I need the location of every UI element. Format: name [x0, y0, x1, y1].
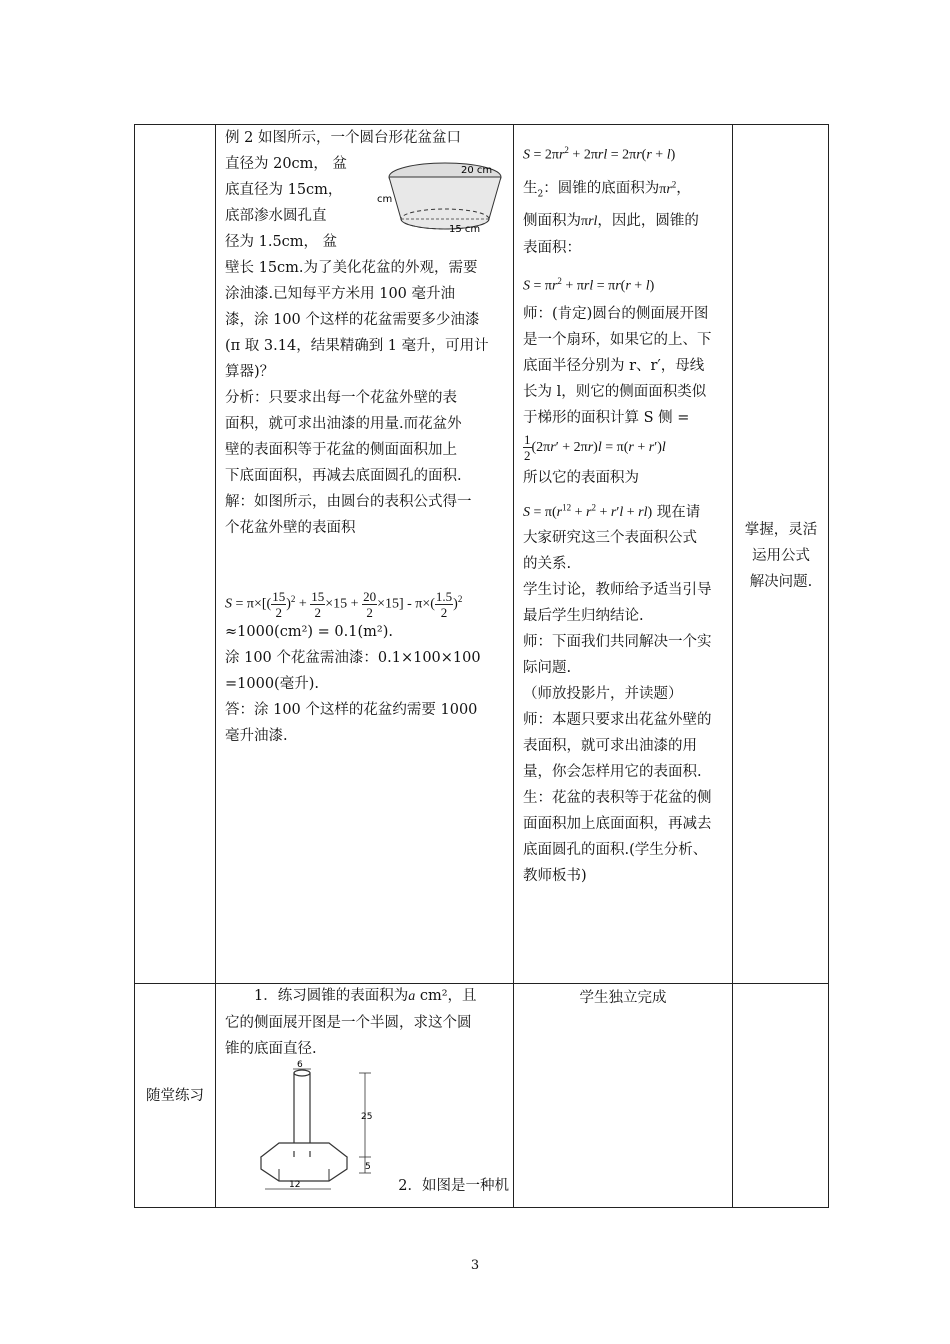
frustum-area-line: $S = \pi(r^{12} + r^2 + r'l + rl)$ 现在请	[523, 502, 701, 521]
teacher-line-4: 长为 l，则它的侧面面积类似	[523, 383, 707, 400]
answer-line-1: 答：涂 100 个这样的花盆约需要 1000	[225, 702, 478, 718]
machine-part-figure	[257, 1061, 387, 1193]
student2-line-text: ：圆锥的底面积为	[543, 180, 660, 197]
teacher-line-1: 师：(肯定)圆台的侧面展开图	[523, 305, 709, 322]
col-divider-2	[513, 125, 514, 1207]
teacher-line-20: 面面积加上底面面积，再减去	[523, 815, 712, 832]
practice-column	[225, 983, 507, 1062]
example-line-5: 径为 1.5cm， 盆	[225, 234, 338, 250]
teacher-line-21: 底面圆孔的面积.(学生分析、	[523, 841, 708, 858]
cone-lateral-line-text: ，因此，圆锥的	[597, 212, 699, 229]
teacher-line-18: 量，你会怎样用它的表面积.	[523, 763, 702, 780]
practice-heading: 随堂练习	[146, 1088, 204, 1104]
goal-line-1: 掌握，灵活	[744, 522, 818, 538]
student-label: 生	[523, 180, 538, 197]
surface-area-formula: S = π×[( $\frac{15}{2}$ )$^2$ + $\frac{15}{2}$ ×15 + $\frac{20}{2}$ ×15] - π×( $\frac{1.5}{2}$ )$^2$	[225, 588, 463, 620]
dim-h2-label: 5	[365, 1162, 371, 1172]
cone-lateral-line: 侧面积为πrl，因此，圆锥的	[523, 212, 699, 229]
page-number: 3	[470, 1258, 480, 1273]
pot-wall	[389, 177, 501, 229]
example-line-2: 直径为 20cm， 盆	[225, 156, 348, 172]
teacher-line-2: 是一个扇环，如果它的上、下	[523, 331, 712, 348]
teacher-line-17: 表面积，就可求出油漆的用	[523, 737, 697, 754]
analysis-line-4: 下底面面积，再减去底面圆孔的面积.	[225, 468, 462, 484]
fig-bottom-label: 15 cm	[449, 224, 481, 235]
teacher-line-11: 学生讨论，教师给予适当引导	[523, 581, 712, 598]
exercise-1-line-2: 它的侧面展开图是一个半圆，求这个圆	[225, 1015, 472, 1031]
teacher-line-14: 际问题.	[523, 659, 572, 676]
student2-line: 生$_2$：圆锥的底面积为$\pi r^2$，	[523, 179, 691, 200]
teacher-line-3: 底面半径分别为 r、r′，母线	[523, 357, 705, 374]
teacher-line-5: 于梯形的面积计算 S 侧 =	[523, 409, 690, 426]
col-divider-1	[215, 125, 216, 1207]
frustum-lateral-formula: $\frac{1}{2}$ (2πr′ + 2πr)l = π(r + r′)l	[524, 431, 666, 463]
teacher-line-19: 生：花盆的表积等于花盆的侧	[523, 789, 712, 806]
cone-area-formula: $S = \pi r^2 + \pi rl = \pi r(r + l)$	[523, 275, 655, 294]
example-line-1: 例 2 如图所示，一个圆台形花盆盆口	[225, 130, 461, 146]
analysis-line-2: 面积，就可求出油漆的用量.而花盆外	[225, 416, 462, 432]
example-line-3: 底直径为 15cm，	[225, 182, 343, 198]
dialogue-column	[523, 135, 733, 889]
shaft-base-joint	[294, 1145, 310, 1155]
teacher-line-22: 教师板书)	[523, 867, 587, 884]
solution-line-1: 解：如图所示，由圆台的表积公式得一	[225, 494, 472, 510]
example-line-7: 涂油漆.已知每平方米用 100 毫升油	[225, 286, 456, 302]
cone-area-label: 表面积：	[523, 239, 581, 256]
teacher-line-8-text: 现在请	[656, 504, 701, 521]
cone-lateral-label: 侧面积为	[523, 212, 581, 229]
exercise-2-line-1: 2．如图是一种机	[398, 1178, 509, 1194]
teacher-line-15: （师放投影片，并读题）	[523, 685, 683, 702]
teacher-line-10: 的关系.	[523, 555, 572, 572]
shaft-top	[294, 1070, 310, 1076]
dim-h1-label: 25	[361, 1112, 373, 1122]
cylinder-area-formula: $S = 2\pi r^2 + 2\pi rl = 2\pi r(r + l)$	[523, 145, 676, 163]
goal-line-3: 解决问题.	[749, 574, 813, 590]
lesson-table	[134, 124, 829, 1208]
goal-line-2: 运用公式	[752, 548, 810, 564]
exercise-1-line-1: 1．练习圆锥的表面积为a cm²，且	[254, 988, 477, 1004]
exercise-1-text-b: cm²，且	[419, 988, 477, 1004]
flower-pot-figure	[377, 157, 508, 237]
exercise-1-line-3: 锥的底面直径.	[225, 1041, 317, 1057]
example-line-4: 底部渗水圆孔直	[225, 208, 327, 224]
teacher-line-13: 师：下面我们共同解决一个实	[523, 633, 712, 650]
result-line-3: =1000(毫升).	[225, 676, 319, 692]
part-shaft	[294, 1073, 310, 1151]
fig-side-label: cm	[377, 194, 393, 205]
dim-top-label: 6	[297, 1060, 303, 1070]
example-line-8: 漆，涂 100 个这样的花盆需要多少油漆	[225, 312, 480, 328]
result-line-2: 涂 100 个花盆需油漆：0.1×100×100	[225, 650, 481, 666]
hex-base-side	[261, 1157, 347, 1181]
teacher-line-12: 最后学生归纳结论.	[523, 607, 644, 624]
answer-line-2: 毫升油漆.	[225, 728, 288, 744]
analysis-line-1: 分析：只要求出每一个花盆外壁的表	[225, 390, 457, 406]
teacher-line-16: 师：本题只要求出花盆外壁的	[523, 711, 712, 728]
solution-line-2: 个花盆外壁的表面积	[225, 520, 356, 536]
practice-activity: 学生独立完成	[579, 990, 667, 1006]
exercise-1-text-a: 1．练习圆锥的表面积为	[254, 988, 409, 1004]
teacher-line-9: 大家研究这三个表面积公式	[523, 529, 697, 546]
example-line-9: (π 取 3.14，结果精确到 1 毫升，可用计	[225, 338, 489, 354]
example-line-6: 壁长 15cm.为了美化花盆的外观，需要	[225, 260, 478, 276]
example-line-10: 算器)？	[225, 364, 275, 380]
analysis-line-3: 壁的表面积等于花盆的侧面面积加上	[225, 442, 457, 458]
dim-width-label: 12	[289, 1180, 301, 1190]
teacher-line-7: 所以它的表面积为	[523, 469, 639, 486]
goal-column	[733, 517, 829, 595]
fig-top-label: 20 cm	[461, 165, 493, 176]
result-line-1: ≈1000(cm²) = 0.1(m²).	[225, 624, 393, 640]
